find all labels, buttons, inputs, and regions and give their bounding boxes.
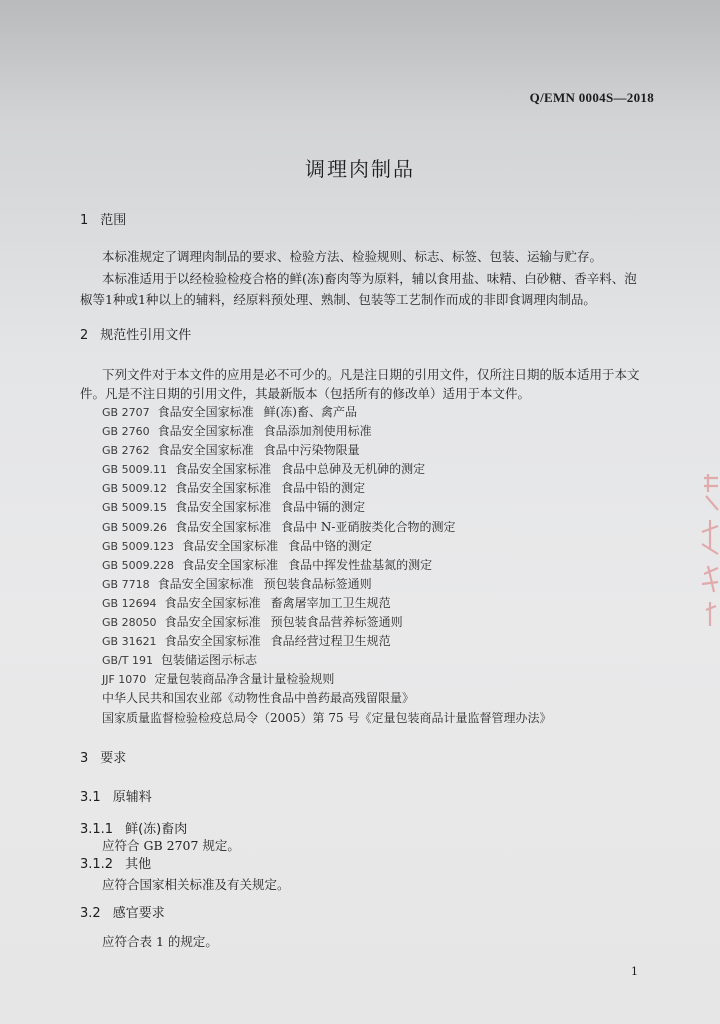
reference-item: GB/T 191 包装储运图示标志	[102, 653, 258, 668]
reference-item: GB 12694 食品安全国家标准 畜禽屠宰加工卫生规范	[102, 595, 391, 610]
reference-item: GB 5009.228 食品安全国家标准 食品中挥发性盐基氮的测定	[102, 557, 433, 572]
section-1-heading	[80, 213, 126, 229]
paragraph-line: 本标准适用于以经检验检疫合格的鲜(冻)畜肉等为原料，辅以食用盐、味精、白砂糖、香辛料、泡	[102, 271, 637, 286]
document-title: 调理肉制品	[305, 157, 415, 181]
section-3-heading	[80, 751, 126, 767]
reference-item: GB 28050 食品安全国家标准 预包装食品营养标签通则	[102, 615, 403, 630]
paragraph-line: 下列文件对于本文件的应用是必不可少的。凡是注日期的引用文件，仅所注日期的版本适用于本文	[102, 367, 640, 382]
reference-item: GB 31621 食品安全国家标准 食品经营过程卫生规范	[102, 634, 391, 649]
reference-item: 中华人民共和国农业部《动物性食品中兽药最高残留限量》	[102, 691, 415, 706]
section-title: 规范性引用文件	[100, 328, 192, 343]
standard-code: Q/EMN 0004S—2018	[529, 90, 654, 105]
section-number: 3.2	[80, 906, 101, 921]
section-title: 范围	[100, 213, 127, 228]
reference-item: 国家质量监督检验检疫总局令（2005）第 75 号《定量包装商品计量监督管理办法》	[102, 710, 552, 725]
reference-item: GB 5009.15 食品安全国家标准 食品中镉的测定	[102, 500, 366, 515]
reference-item: JJF 1070 定量包装商品净含量计量检验规则	[102, 672, 335, 687]
section-3-2-heading	[80, 906, 165, 922]
paragraph-line: 件。凡是不注日期的引用文件，其最新版本（包括所有的修改单）适用于本文件。	[80, 386, 531, 401]
section-title: 要求	[100, 751, 127, 766]
reference-item: GB 5009.26 食品安全国家标准 食品中 N-亚硝胺类化合物的测定	[102, 519, 456, 534]
section-title: 其他	[125, 857, 152, 872]
section-number: 1	[80, 213, 89, 228]
paragraph-line: 应符合 GB 2707 规定。	[102, 838, 240, 853]
reference-item: GB 7718 食品安全国家标准 预包装食品标签通则	[102, 576, 372, 591]
reference-item: GB 2762 食品安全国家标准 食品中污染物限量	[102, 443, 360, 458]
section-2-heading	[80, 328, 191, 344]
seal-stamp	[698, 470, 720, 630]
section-3-1-2-heading	[80, 857, 151, 873]
reference-item: GB 5009.12 食品安全国家标准 食品中铅的测定	[102, 481, 366, 496]
reference-item: GB 5009.11 食品安全国家标准 食品中总砷及无机砷的测定	[102, 462, 426, 477]
section-number: 3	[80, 751, 89, 766]
section-title: 鲜(冻)畜肉	[125, 822, 188, 837]
reference-item: GB 5009.123 食品安全国家标准 食品中铬的测定	[102, 538, 373, 553]
reference-item: GB 2760 食品安全国家标准 食品添加剂使用标准	[102, 424, 372, 439]
section-title: 感官要求	[112, 906, 165, 921]
reference-item: GB 2707 食品安全国家标准 鲜(冻)畜、禽产品	[102, 405, 357, 419]
page-number: 1	[631, 965, 638, 978]
normative-reference-list	[102, 403, 662, 728]
paragraph-line: 本标准规定了调理肉制品的要求、检验方法、检验规则、标志、标签、包装、运输与贮存。	[102, 249, 603, 264]
section-number: 3.1	[80, 790, 101, 805]
section-3-1-heading	[80, 790, 152, 806]
section-title: 原辅料	[112, 790, 152, 805]
section-number: 2	[80, 328, 89, 343]
section-number: 3.1.2	[80, 857, 114, 872]
section-number: 3.1.1	[80, 822, 114, 837]
paragraph-line: 应符合表 1 的规定。	[102, 934, 218, 949]
paragraph-line: 椒等1种或1种以上的辅料，经原料预处理、熟制、包装等工艺制作而成的非即食调理肉制品。	[80, 292, 596, 307]
paragraph-line: 应符合国家相关标准及有关规定。	[102, 877, 290, 892]
